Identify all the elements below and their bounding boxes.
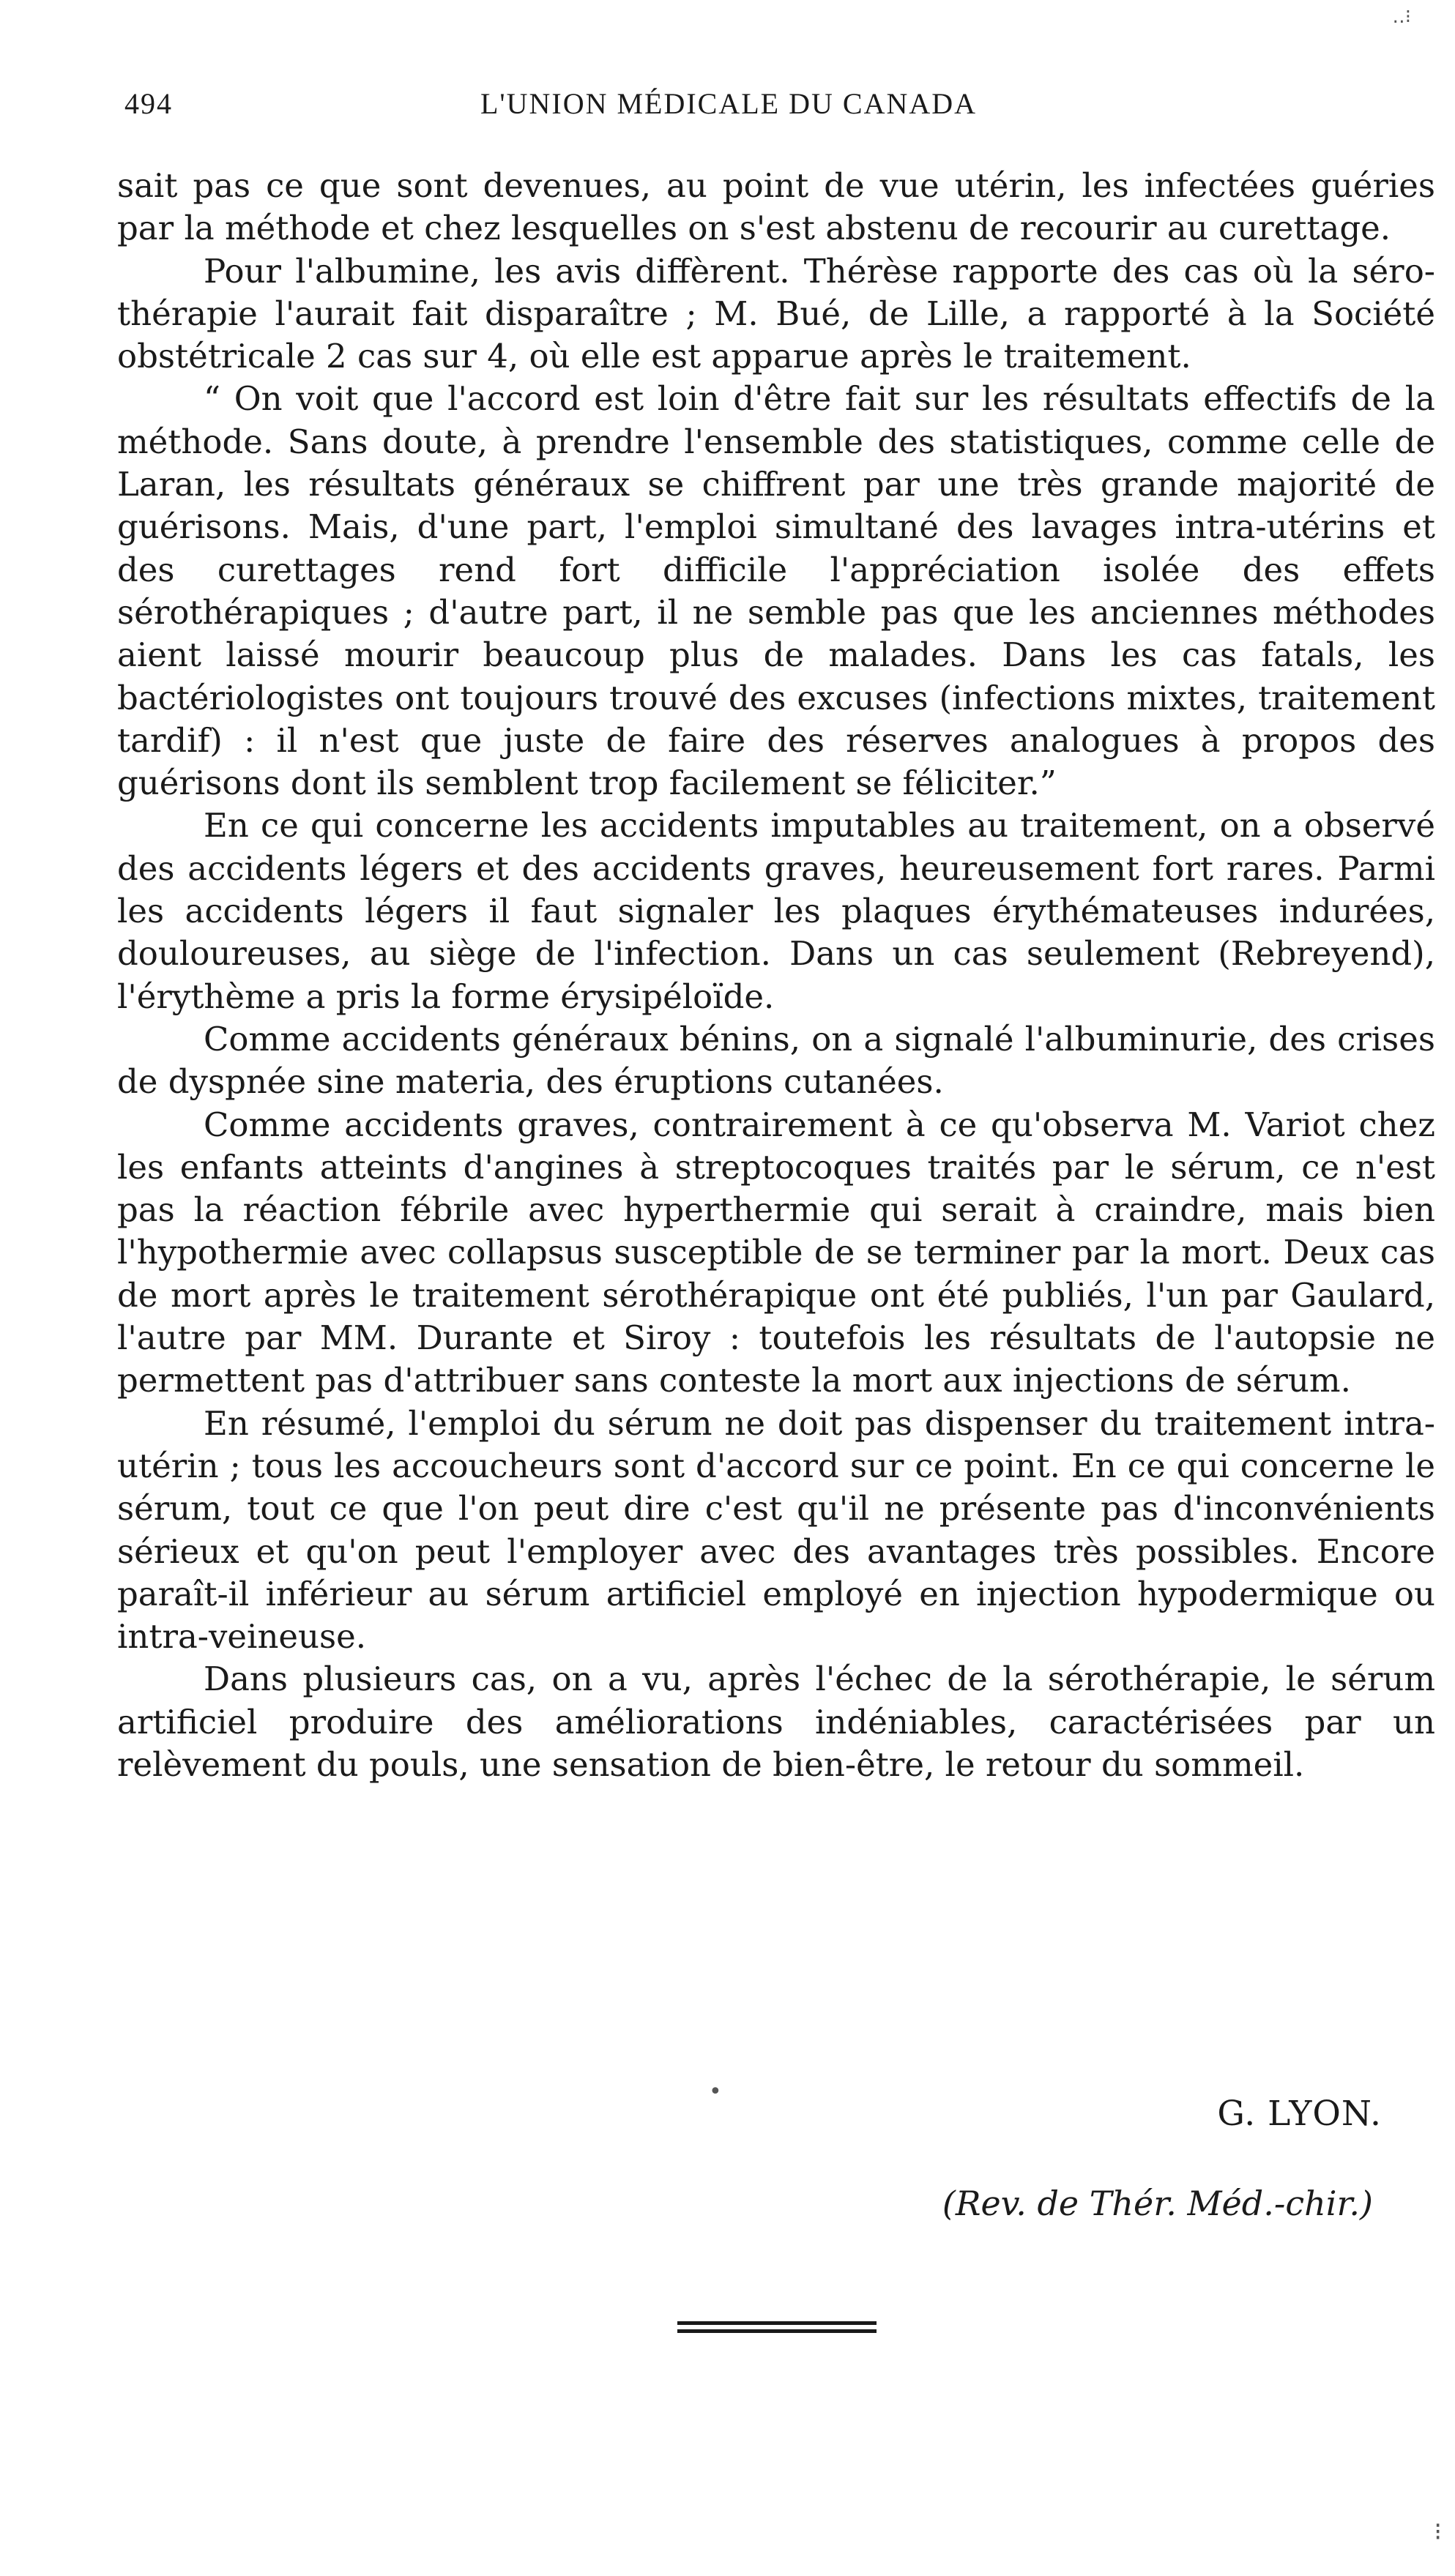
paragraph: “ On voit que l'accord est loin d'être fait sur les résultats effectifs de la méthode. Sans doute, à prendre l'ensemble des statistiques, comme celle de Laran, les résultats généraux se chiffrent par une très grande majorité de guérisons. Mais, d'une part, l'emploi simultané des lavages intra-utérins et des curettages rend fort difficile l'appréciation isolée des effets sérothérapiques ; d'autre part, il ne semble pas que les anciennes méthodes aient laissé mourir beaucoup plus de malades. Dans les cas fatals, les bactériologistes ont toujours trouvé des excuses (infections mixtes, traitement tardif) : il n'est que juste de faire des réserves analogues à propos des guérisons dont ils semblent trop facilement se féliciter.”	[117, 379, 1435, 803]
paragraph: Dans plusieurs cas, on a vu, après l'échec de la sérothérapie, le sérum artificiel produire des améliorations indéniables, caractérisées par un relèvement du pouls, une sensation de bien-être, le retour du sommeil.	[117, 1660, 1435, 1784]
end-rule	[677, 2321, 877, 2337]
journal-title: L'UNION MÉDICALE DU CANADA	[480, 87, 978, 120]
paragraph: Comme accidents généraux bénins, on a signalé l'albuminurie, des crises de dyspnée sine materia, des éruptions cutanées.	[117, 1019, 1435, 1102]
scan-mark-bottom: ⁝	[1434, 2517, 1442, 2547]
paragraph: En ce qui concerne les accidents imputables au traitement, on a observé des accidents légers et des accidents graves, heureusement fort rares. Parmi les accidents légers il faut signaler les plaques érythémateuses indurées, douloureuses, au siège de l'infection. Dans un cas seulement (Rebreyend), l'érythème a pris la forme érysipéloïde.	[117, 806, 1435, 1016]
scan-mark-top: ‥⁝	[1392, 6, 1411, 28]
page-number: 494	[124, 87, 173, 120]
source-citation: (Rev. de Thér. Méd.-chir.)	[942, 2184, 1373, 2223]
author-signature: G. LYON.	[1217, 2094, 1382, 2134]
rule-line	[677, 2329, 877, 2333]
paragraph: Comme accidents graves, contrairement à ce qu'observa M. Variot chez les enfants atteints d'angines à streptocoques traités par le sérum, ce n'est pas la réaction fébrile avec hyperthermie qui serait à craindre, mais bien l'hypothermie avec collapsus susceptible de se terminer par la mort. Deux cas de mort après le traitement sérothérapique ont été publiés, l'un par Gaulard, l'autre par MM. Durante et Siroy : toutefois les résultats de l'autopsie ne permettent pas d'attribuer sans conteste la mort aux injections de sérum.	[117, 1105, 1435, 1400]
paragraph: En résumé, l'emploi du sérum ne doit pas dispenser du traitement intra-utérin ; tous les accoucheurs sont d'accord sur ce point. En ce qui concerne le sérum, tout ce que l'on peut dire c'est qu'il ne présente pas d'inconvénients sérieux et qu'on peut l'employer avec des avantages très possibles. Encore paraît-il inférieur au sérum artificiel employé en injection hypodermique ou intra-veineuse.	[117, 1403, 1435, 1657]
running-head	[110, 86, 1347, 130]
scan-speck: •	[709, 2079, 722, 2105]
paragraph: sait pas ce que sont devenues, au point de vue utérin, les infectées guéries par la méthode et chez lesquelles on s'est abstenu de recourir au curettage.	[117, 166, 1435, 248]
paragraph: Pour l'albumine, les avis diffèrent. Thérèse rapporte des cas où la séro-thérapie l'aurait fait disparaître ; M. Bué, de Lille, a rapporté à la Société obstétricale 2 cas sur 4, où elle est apparue après le traitement.	[117, 251, 1435, 376]
rule-line	[677, 2321, 877, 2325]
article-body	[117, 165, 1435, 1786]
